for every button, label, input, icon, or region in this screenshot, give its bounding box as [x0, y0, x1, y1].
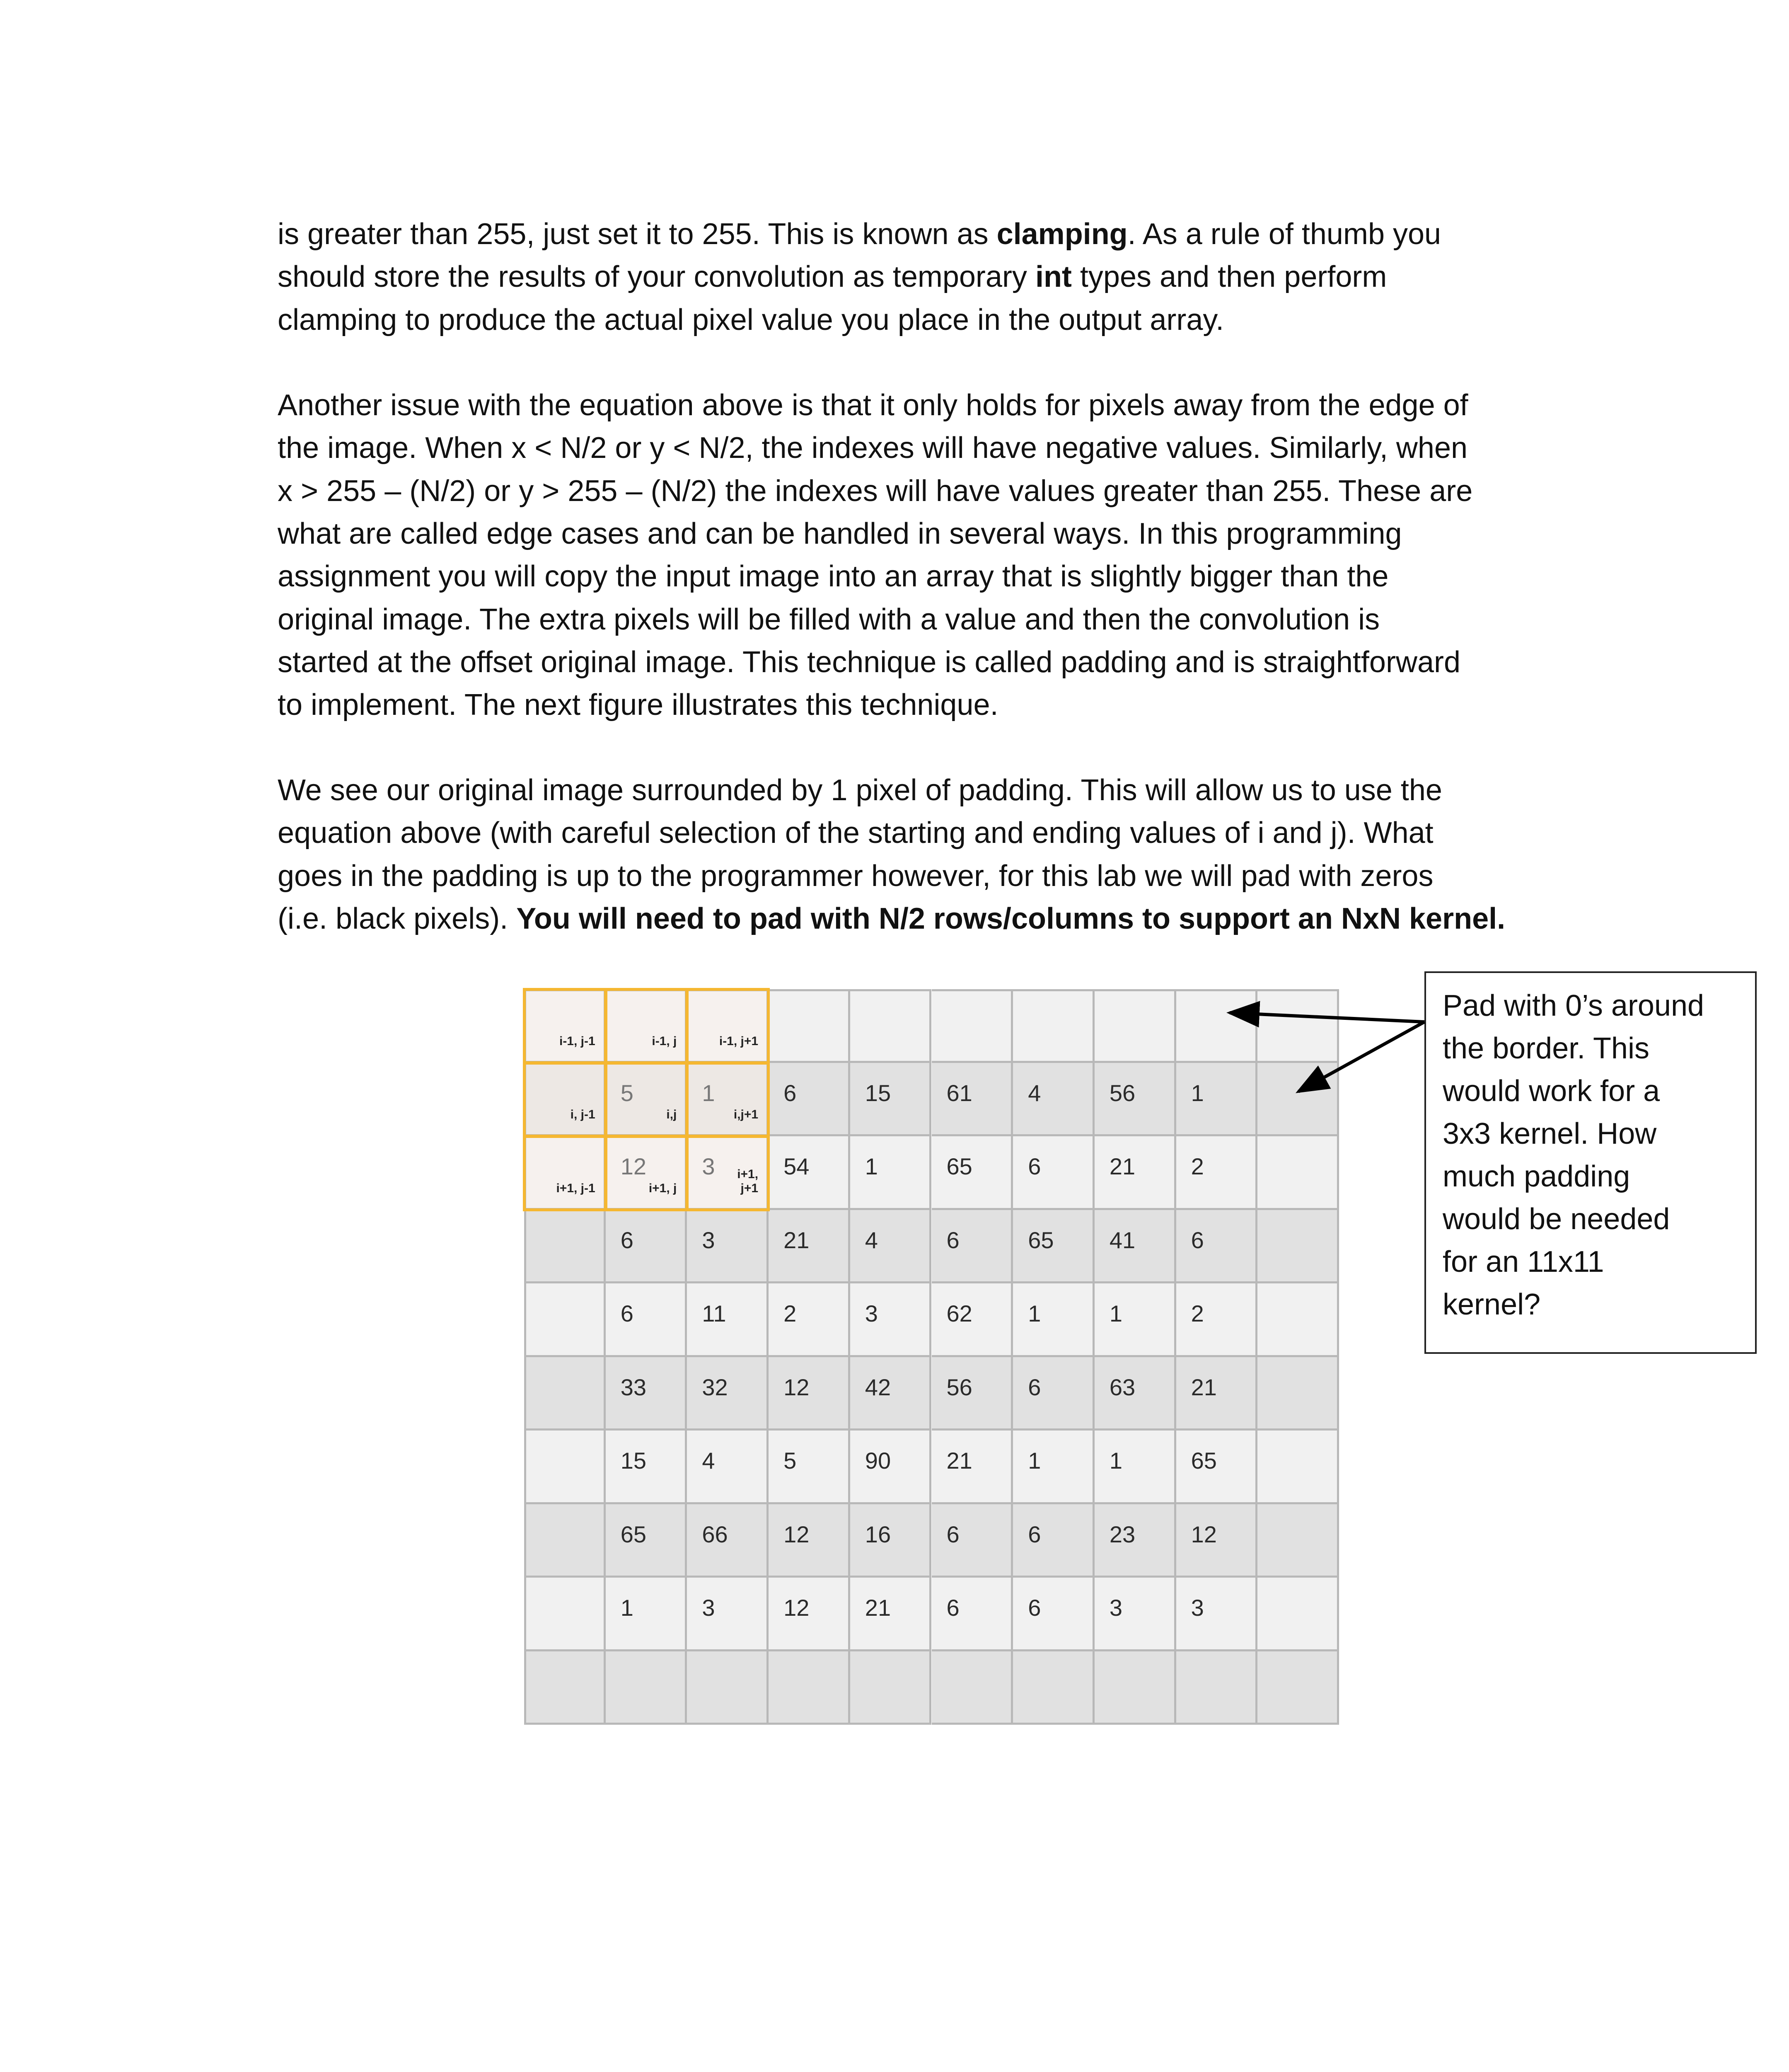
pixel-cell: [932, 1283, 1013, 1357]
pixel-cell: [687, 1578, 769, 1651]
text-segment: started at the offset original image. This technique is called padding and is straightforward: [278, 645, 1461, 679]
pixel-cell: [1013, 1357, 1095, 1431]
pixel-value: 12: [1191, 1521, 1217, 1547]
pixel-value: 33: [620, 1374, 646, 1400]
padding-cell: [524, 1578, 606, 1651]
pixel-cell: [1176, 1210, 1258, 1284]
pixel-value: 6: [1028, 1374, 1041, 1400]
pixel-cell: [1013, 1504, 1095, 1578]
pixel-value: 6: [1028, 1521, 1041, 1547]
kernel-index-label: i+1, j+1: [737, 1167, 759, 1195]
kernel-index-label: i, j-1: [570, 1108, 595, 1121]
pixel-value: 21: [1109, 1153, 1136, 1179]
padding-cell: [769, 989, 850, 1063]
padding-cell: [1095, 989, 1176, 1063]
pixel-value: 1: [865, 1153, 878, 1179]
pixel-cell: [932, 1578, 1013, 1651]
pixel-cell: [1013, 1431, 1095, 1504]
pixel-value: 16: [865, 1521, 891, 1547]
callout-line: the border. This: [1443, 1032, 1649, 1065]
pixel-cell: [1176, 1578, 1258, 1651]
pixel-cell: [1176, 1504, 1258, 1578]
padding-cell: [1257, 1431, 1339, 1504]
pixel-cell: [687, 1504, 769, 1578]
pixel-value: 12: [783, 1595, 810, 1621]
callout-line: would be needed: [1443, 1203, 1670, 1236]
pixel-value: 6: [783, 1080, 797, 1106]
callout-line: 3x3 kernel. How: [1443, 1117, 1657, 1150]
bold-text: int: [1035, 260, 1072, 294]
pixel-value: 65: [620, 1521, 646, 1547]
pixel-cell: [1013, 1210, 1095, 1284]
pixel-value: 3: [865, 1300, 878, 1326]
pixel-value: 23: [1109, 1521, 1136, 1547]
pixel-cell: [850, 1431, 932, 1504]
pixel-cell: [1176, 1283, 1258, 1357]
text-segment: to implement. The next figure illustrates this technique.: [278, 688, 998, 722]
pixel-value: 6: [946, 1227, 960, 1253]
text-segment: is greater than 255, just set it to 255. This is known as: [278, 218, 997, 251]
padding-cell: [1257, 1357, 1339, 1431]
pixel-cell: [1176, 1063, 1258, 1137]
pixel-value: 54: [783, 1153, 810, 1179]
pixel-cell: [850, 1578, 932, 1651]
pixel-cell: [932, 1357, 1013, 1431]
pixel-cell: [1176, 1431, 1258, 1504]
pixel-value: 11: [702, 1300, 726, 1326]
text-segment: We see our original image surrounded by 1 pixel of padding. This will allow us to use the: [278, 774, 1442, 807]
text-line: [278, 513, 1402, 555]
kernel-cell: [606, 1136, 687, 1210]
pixel-value: 62: [946, 1300, 972, 1326]
pixel-cell: [932, 1504, 1013, 1578]
kernel-cell: [687, 1136, 769, 1210]
padding-cell: [1257, 1210, 1339, 1284]
pixel-value: 4: [702, 1447, 715, 1474]
pixel-cell: [769, 1578, 850, 1651]
kernel-cell: [606, 989, 687, 1063]
pixel-value: 12: [783, 1521, 810, 1547]
pixel-cell: [1095, 1283, 1176, 1357]
pixel-cell: [606, 1357, 687, 1431]
text-line: [278, 641, 1460, 684]
callout-line: Pad with 0’s around: [1443, 989, 1704, 1022]
padding-cell: [524, 1431, 606, 1504]
text-segment: what are called edge cases and can be handled in several ways. In this programming: [278, 517, 1402, 550]
kernel-cell: [524, 1136, 606, 1210]
pixel-value: 42: [865, 1374, 891, 1400]
text-segment: (i.e. black pixels).: [278, 902, 517, 935]
pixel-cell: [606, 1210, 687, 1284]
kernel-index-label: i-1, j+1: [719, 1034, 759, 1048]
padding-cell: [524, 1210, 606, 1284]
callout-line: would work for a: [1443, 1075, 1660, 1108]
kernel-cell: [524, 1063, 606, 1137]
pixel-cell: [687, 1357, 769, 1431]
pixel-value: 66: [702, 1521, 728, 1547]
pixel-cell: [1013, 1578, 1095, 1651]
callout-line: much padding: [1443, 1160, 1630, 1193]
pixel-cell: [769, 1357, 850, 1431]
padding-cell: [1176, 989, 1258, 1063]
pixel-cell: [850, 1504, 932, 1578]
pixel-value: 56: [1109, 1080, 1136, 1106]
text-segment: equation above (with careful selection of the starting and ending values of i and j). What: [278, 816, 1434, 850]
pixel-value: 5: [620, 1080, 633, 1106]
text-line: [278, 384, 1468, 427]
text-line: [278, 213, 1441, 256]
pixel-value: 65: [946, 1153, 972, 1179]
pixel-value: 6: [946, 1521, 960, 1547]
padding-cell: [1095, 1651, 1176, 1725]
pixel-cell: [850, 1357, 932, 1431]
text-line: [278, 898, 1505, 940]
pixel-value: 2: [783, 1300, 797, 1326]
padding-cell: [524, 1504, 606, 1578]
pixel-value: 3: [1109, 1595, 1123, 1621]
kernel-index-label: i-1, j: [652, 1034, 677, 1048]
pixel-value: 4: [1028, 1080, 1041, 1106]
pixel-cell: [1013, 1136, 1095, 1210]
pixel-cell: [850, 1136, 932, 1210]
text-line: [278, 855, 1433, 898]
padded-image-grid: [524, 989, 1339, 1725]
padding-cell: [850, 989, 932, 1063]
padding-cell: [687, 1651, 769, 1725]
pixel-cell: [769, 1136, 850, 1210]
text-segment: x > 255 – (N/2) or y > 255 – (N/2) the indexes will have values greater than 255. These are: [278, 474, 1473, 508]
pixel-value: 3: [702, 1153, 715, 1179]
pixel-value: 15: [620, 1447, 646, 1474]
pixel-value: 1: [1028, 1300, 1041, 1326]
kernel-cell: [606, 1063, 687, 1137]
pixel-value: 61: [946, 1080, 972, 1106]
text-segment: original image. The extra pixels will be filled with a value and then the convolution is: [278, 603, 1380, 636]
text-line: [278, 299, 1224, 341]
pixel-value: 6: [1191, 1227, 1204, 1253]
kernel-index-label: i,j+1: [733, 1108, 759, 1121]
pixel-cell: [932, 1063, 1013, 1137]
text-segment: the image. When x < N/2 or y < N/2, the indexes will have negative values. Similarly, when: [278, 431, 1468, 465]
padding-cell: [1013, 1651, 1095, 1725]
pixel-cell: [1095, 1504, 1176, 1578]
pixel-cell: [687, 1283, 769, 1357]
text-segment: clamping to produce the actual pixel value you place in the output array.: [278, 303, 1224, 336]
pixel-cell: [1095, 1578, 1176, 1651]
pixel-value: 1: [620, 1595, 633, 1621]
padding-cell: [524, 1357, 606, 1431]
padding-cell: [769, 1651, 850, 1725]
pixel-cell: [1095, 1210, 1176, 1284]
pixel-value: 2: [1191, 1300, 1204, 1326]
text-line: [278, 812, 1434, 854]
text-segment: should store the results of your convolution as temporary: [278, 260, 1035, 294]
padding-cell: [1013, 989, 1095, 1063]
pixel-cell: [769, 1431, 850, 1504]
pixel-value: 65: [1191, 1447, 1217, 1474]
pixel-cell: [606, 1431, 687, 1504]
padding-cell: [1257, 1283, 1339, 1357]
pixel-cell: [932, 1136, 1013, 1210]
pixel-value: 6: [620, 1300, 633, 1326]
pixel-cell: [687, 1431, 769, 1504]
callout-box: [1424, 971, 1757, 1354]
text-segment: assignment you will copy the input image into an array that is slightly bigger than the: [278, 560, 1389, 593]
kernel-cell: [524, 989, 606, 1063]
text-segment: Another issue with the equation above is that it only holds for pixels away from the edge of: [278, 389, 1468, 422]
pixel-value: 1: [1109, 1300, 1123, 1326]
pixel-value: 41: [1109, 1227, 1136, 1253]
pixel-value: 1: [702, 1080, 715, 1106]
pixel-cell: [1176, 1357, 1258, 1431]
padding-cell: [1257, 1578, 1339, 1651]
pixel-cell: [932, 1210, 1013, 1284]
pixel-cell: [769, 1504, 850, 1578]
pixel-value: 2: [1191, 1153, 1204, 1179]
pixel-cell: [932, 1431, 1013, 1504]
pixel-cell: [850, 1063, 932, 1137]
kernel-cell: [687, 1063, 769, 1137]
pixel-cell: [1095, 1063, 1176, 1137]
pixel-cell: [1176, 1136, 1258, 1210]
pixel-cell: [850, 1210, 932, 1284]
pixel-value: 65: [1028, 1227, 1054, 1253]
text-line: [278, 684, 998, 726]
pixel-value: 12: [620, 1153, 646, 1179]
text-line: [278, 470, 1472, 513]
callout-line: kernel?: [1443, 1288, 1541, 1321]
bold-text: clamping: [996, 218, 1128, 251]
pixel-value: 3: [1191, 1595, 1204, 1621]
padding-cell: [1257, 1504, 1339, 1578]
pixel-value: 6: [1028, 1153, 1041, 1179]
padding-cell: [1257, 1063, 1339, 1137]
text-line: [278, 555, 1388, 598]
pixel-value: 56: [946, 1374, 972, 1400]
padding-cell: [932, 1651, 1013, 1725]
pixel-value: 1: [1109, 1447, 1123, 1474]
pixel-value: 12: [783, 1374, 810, 1400]
pixel-cell: [687, 1210, 769, 1284]
pixel-value: 21: [1191, 1374, 1217, 1400]
kernel-cell: [687, 989, 769, 1063]
pixel-value: 1: [1028, 1447, 1041, 1474]
pixel-value: 90: [865, 1447, 891, 1474]
bold-text: You will need to pad with N/2 rows/columns to support an NxN kernel.: [516, 902, 1506, 935]
pixel-value: 3: [702, 1595, 715, 1621]
pixel-cell: [1095, 1431, 1176, 1504]
padding-cell: [850, 1651, 932, 1725]
pixel-value: 63: [1109, 1374, 1136, 1400]
padding-cell: [1257, 1136, 1339, 1210]
pixel-cell: [1095, 1357, 1176, 1431]
padding-cell: [932, 989, 1013, 1063]
text-segment: goes in the padding is up to the programmer however, for this lab we will pad with zeros: [278, 859, 1434, 893]
pixel-value: 6: [946, 1595, 960, 1621]
padding-cell: [1176, 1651, 1258, 1725]
padding-cell: [1257, 989, 1339, 1063]
text-segment: types and then perform: [1071, 260, 1387, 294]
padding-cell: [524, 1283, 606, 1357]
padding-cell: [606, 1651, 687, 1725]
pixel-cell: [769, 1210, 850, 1284]
text-line: [278, 256, 1387, 298]
pixel-cell: [769, 1283, 850, 1357]
pixel-cell: [606, 1504, 687, 1578]
text-line: [278, 598, 1380, 641]
pixel-value: 6: [620, 1227, 633, 1253]
callout-line: for an 11x11: [1443, 1245, 1604, 1278]
pixel-cell: [850, 1283, 932, 1357]
padding-cell: [524, 1651, 606, 1725]
pixel-value: 6: [1028, 1595, 1041, 1621]
pixel-value: 15: [865, 1080, 891, 1106]
pixel-value: 21: [783, 1227, 810, 1253]
kernel-index-label: i+1, j: [648, 1181, 677, 1195]
pixel-value: 4: [865, 1227, 878, 1253]
text-line: [278, 427, 1467, 470]
pixel-value: 3: [702, 1227, 715, 1253]
text-line: [278, 769, 1442, 812]
pixel-value: 21: [865, 1595, 891, 1621]
pixel-cell: [769, 1063, 850, 1137]
pixel-cell: [606, 1578, 687, 1651]
kernel-index-label: i+1, j-1: [556, 1181, 595, 1195]
kernel-index-label: i,j: [666, 1108, 677, 1121]
pixel-value: 32: [702, 1374, 728, 1400]
pixel-value: 5: [783, 1447, 797, 1474]
pixel-value: 21: [946, 1447, 972, 1474]
padding-cell: [1257, 1651, 1339, 1725]
kernel-index-label: i-1, j-1: [559, 1034, 595, 1048]
pixel-cell: [1095, 1136, 1176, 1210]
pixel-cell: [606, 1283, 687, 1357]
pixel-cell: [1013, 1063, 1095, 1137]
text-segment: . As a rule of thumb you: [1127, 218, 1441, 251]
pixel-cell: [1013, 1283, 1095, 1357]
pixel-value: 1: [1191, 1080, 1204, 1106]
